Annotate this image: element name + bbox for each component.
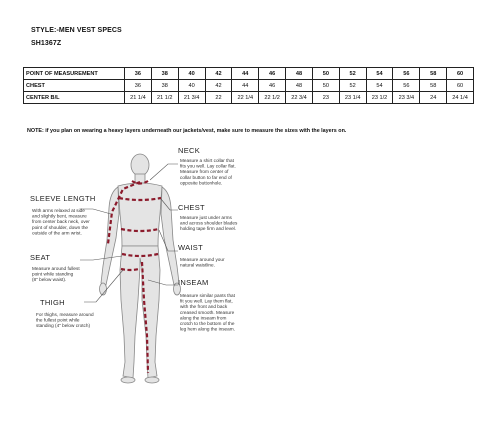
table-cell: 56 <box>393 80 420 92</box>
description-line: point while standing <box>32 271 74 277</box>
description-line: (8" below waist). <box>32 277 67 283</box>
description-line: Measure around fullest <box>32 266 80 271</box>
seat-desc <box>32 266 80 282</box>
table-cell: 42 <box>205 80 232 92</box>
thigh-measure-line <box>121 269 139 270</box>
table-cell: 22 3/4 <box>286 92 313 104</box>
table-cell: 23 1/2 <box>366 92 393 104</box>
neck-title: NECK <box>178 146 201 155</box>
table-cell: 50 <box>312 80 339 92</box>
description-line: and across shoulder blades <box>180 220 238 226</box>
table-cell: 46 <box>259 80 286 92</box>
table-cell: 40 <box>178 80 205 92</box>
description-line: leg hem along the inseam. <box>180 326 235 332</box>
sleeve-desc <box>32 208 90 235</box>
table-cell: 48 <box>286 80 313 92</box>
seat-title: SEAT <box>30 253 51 262</box>
description-line: outside of the arm wrist. <box>32 230 82 236</box>
description-line: Measure around your <box>180 257 225 262</box>
inseam-title: INSEAM <box>178 278 209 287</box>
description-line: along the inseam from <box>180 315 227 321</box>
table-cell: 21 3/4 <box>178 92 205 104</box>
thigh-desc <box>36 312 94 328</box>
table-cell: 44 <box>232 80 259 92</box>
table-cell: 23 3/4 <box>393 92 420 104</box>
description-line: fit you well. Lay them flat, <box>180 298 233 304</box>
table-cell: 38 <box>151 80 178 92</box>
description-line: Measure from center of <box>180 169 229 175</box>
table-cell: 52 <box>339 68 366 80</box>
table-cell: 58 <box>420 80 447 92</box>
table-cell: 38 <box>151 68 178 80</box>
table-cell: 24 <box>420 92 447 104</box>
chest-title: CHEST <box>178 203 205 212</box>
description-line: the fullest point while <box>36 317 80 323</box>
description-line: fits you well. Lay collar flat. <box>180 163 236 169</box>
neck-desc <box>180 158 236 185</box>
table-cell: 54 <box>366 80 393 92</box>
table-cell: 24 1/4 <box>447 92 474 104</box>
table-cell: 21 1/4 <box>125 92 152 104</box>
inseam-desc <box>180 293 236 332</box>
table-cell: 56 <box>393 68 420 80</box>
waist-desc <box>180 257 225 268</box>
table-cell: 48 <box>286 68 313 80</box>
table-cell: 23 <box>312 92 339 104</box>
table-cell: 60 <box>447 80 474 92</box>
row-label: POINT OF MEASUREMENT <box>24 68 125 80</box>
description-line: opposite buttonhole. <box>180 180 223 186</box>
description-line: Measure similar pants that <box>180 293 235 298</box>
description-line: crotch to the bottom of the <box>180 321 235 326</box>
description-line: and slightly bent, measure <box>32 213 87 219</box>
layering-note: NOTE: if you plan on wearing a heavy layers underneath our jackets/vest, make sure to measure the sizes with the layers on. <box>27 128 347 134</box>
description-line: holding tape firm and level. <box>180 226 237 232</box>
table-cell: 44 <box>232 68 259 80</box>
description-line: standing (4" below crotch) <box>36 323 91 329</box>
style-code: SH1367Z <box>31 40 62 47</box>
table-cell: 60 <box>447 68 474 80</box>
table-cell: 42 <box>205 68 232 80</box>
table-cell: 36 <box>125 80 152 92</box>
table-cell: 50 <box>312 68 339 80</box>
description-line: With arms relaxed at side <box>32 208 85 213</box>
description-line: natural waistline. <box>180 262 215 268</box>
table-cell: 46 <box>259 68 286 80</box>
table-cell: 22 1/2 <box>259 92 286 104</box>
sleeve-title: SLEEVE LENGTH <box>30 194 96 203</box>
table-cell: 58 <box>420 68 447 80</box>
style-title: STYLE:-MEN VEST SPECS <box>31 27 122 34</box>
row-label: CHEST <box>24 80 125 92</box>
body-figure <box>100 154 181 383</box>
table-cell: 22 <box>205 92 232 104</box>
description-line: collar button to far end of <box>180 174 232 180</box>
thigh-title: THIGH <box>40 298 65 307</box>
description-line: from center back neck, over <box>32 219 90 225</box>
description-line: Measure just under arms <box>180 215 232 220</box>
description-line: creased smooth. Measure <box>180 309 235 315</box>
description-line: Measure a shirt collar that <box>180 158 234 163</box>
description-line: For thighs, measure around <box>36 312 94 317</box>
table-cell: 23 1/4 <box>339 92 366 104</box>
waist-title: WAIST <box>178 243 203 252</box>
table-cell: 21 1/2 <box>151 92 178 104</box>
description-line: with the front and back <box>180 304 228 310</box>
table-cell: 54 <box>366 68 393 80</box>
table-cell: 52 <box>339 80 366 92</box>
chest-desc <box>180 215 238 231</box>
table-cell: 36 <box>125 68 152 80</box>
description-line: point of shoulder, down the <box>32 224 89 230</box>
row-label: CENTER B/L <box>24 92 125 104</box>
table-cell: 22 1/4 <box>232 92 259 104</box>
table-cell: 40 <box>178 68 205 80</box>
